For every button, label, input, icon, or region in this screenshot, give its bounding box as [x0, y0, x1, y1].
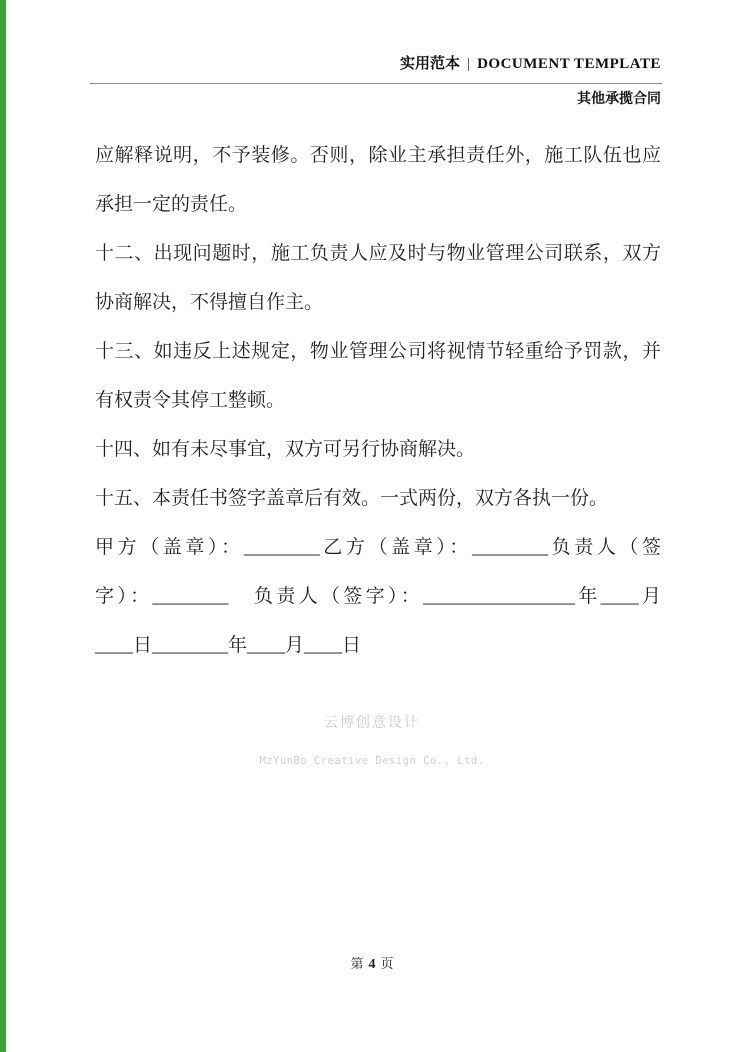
page-number-value: 4 [368, 957, 376, 972]
watermark-english: MzYunBo Creative Design Co., Ltd. [259, 755, 485, 767]
signature-line: 字）：________ 负责人（签字）：________________年____月 [95, 586, 661, 607]
page-number-suffix: 页 [380, 956, 394, 971]
body-line: 十二、出现问题时，施工负责人应及时与物业管理公司联系，双方 [95, 243, 661, 264]
header-divider: | [467, 56, 471, 72]
document-subtitle: 其他承揽合同 [577, 92, 661, 107]
brand-label: 实用范本 [400, 56, 461, 72]
body-line: 十三、如违反上述规定，物业管理公司将视情节轻重给予罚款，并 [95, 341, 661, 362]
header-rule [90, 83, 662, 84]
body-line: 应解释说明，不予装修。否则，除业主承担责任外，施工队伍也应 [95, 145, 661, 166]
page-number [0, 953, 744, 973]
document-body [95, 131, 661, 670]
body-line: 有权责令其停工整顿。 [95, 390, 286, 411]
left-accent-bar [0, 0, 6, 1052]
body-line: 十四、如有未尽事宜，双方可另行协商解决。 [95, 439, 476, 460]
signature-line: ____日________年____月____日 [95, 635, 362, 656]
body-line: 协商解决，不得擅自作主。 [95, 292, 324, 313]
doc-type-label: DOCUMENT TEMPLATE [477, 56, 661, 72]
signature-line: 甲方（盖章）：________乙方（盖章）：________负责人（签 [95, 537, 661, 558]
body-line: 十五、本责任书签字盖章后有效。一式两份，双方各执一份。 [95, 488, 609, 509]
header-brand-line [95, 52, 661, 73]
watermark-chinese: 云博创意设计 [324, 716, 420, 731]
body-line: 承担一定的责任。 [95, 194, 248, 215]
page-number-prefix: 第 [350, 956, 364, 971]
